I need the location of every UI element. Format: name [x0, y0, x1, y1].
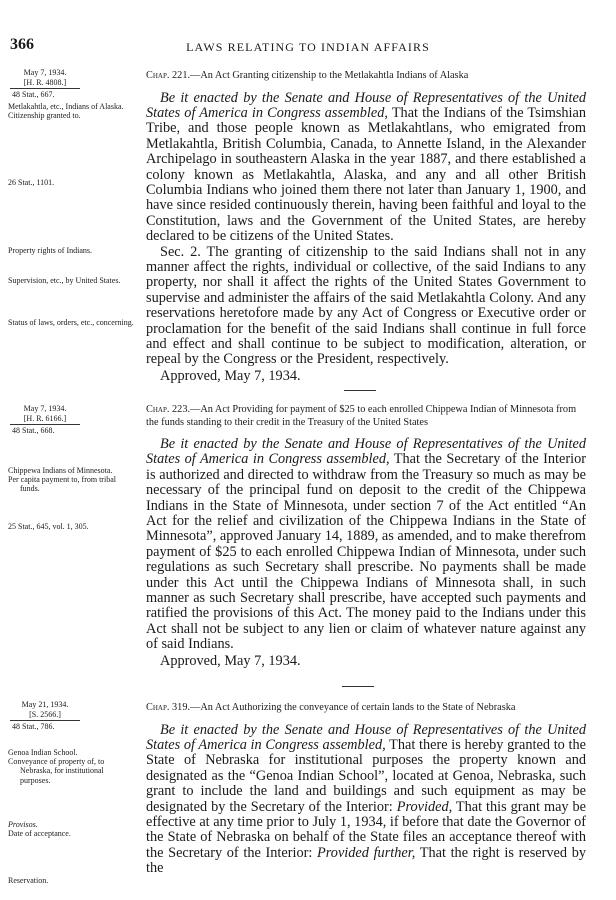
proviso-word: Provided, — [396, 798, 453, 815]
act-body — [146, 91, 586, 368]
act-date: May 7, 1934. — [23, 68, 67, 77]
margin-note: Chippewa Indians of Minnesota. Per capita payment to, from tribal funds. — [8, 466, 116, 494]
margin-note: Property rights of Indians. — [8, 246, 92, 255]
act-body — [146, 437, 586, 653]
statute-citation: 48 Stat., 667. — [12, 90, 55, 99]
act-paragraph: That the Indians of the Tsimshian Tribe, and those people known as Metlakahtlans, who emigrated from Metlakahtla, British Columbia, Canada, to Annette Island, in the Alexander Archipelago in southeastern Alaska in the year 1887, and there established a colony known as Metlakahtla, Alaska, and any and all other British Columbia Indians who joined them there not later than January 1, 1900, and have since resided continuously therein, having been faithful and loyal to the Constitution, laws and the Government of the United States, are hereby declared to be citizens of the United States. — [146, 104, 587, 245]
proviso-text: That this grant may be effective at any time prior to July 1, 1934, if before that date the Governor of the State of Nebraska on behalf of the State files an acceptance thereof with the Secretary of the Interior: — [146, 798, 587, 861]
chapter-heading: Chap. 223.—An Act Providing for payment of $25 to each enrolled Chippewa Indian of Minnesota from the funds standing to their credit in the Treasury of the United States — [146, 404, 577, 428]
approval-line: Approved, May 7, 1934. — [160, 652, 301, 669]
citation-rule — [10, 720, 80, 721]
act-citation-box — [8, 68, 142, 100]
bill-number: [S. 2566.] — [29, 709, 61, 719]
act-citation-box — [8, 404, 142, 436]
act-citation-box — [8, 700, 142, 732]
page-number: 366 — [10, 36, 34, 53]
statute-citation: 48 Stat., 668. — [12, 426, 55, 435]
citation-rule — [10, 88, 80, 89]
act-paragraph: Sec. 2. The granting of citizenship to the said Indians shall not in any manner affect the rights, individual or collective, of the said Indians to any property, nor shall it affect the rights of the United States Government to supervise and administer the affairs of the said Metlakahtla Colony. And any reservations heretofore made by any Act of Congress or Executive order or proclamation for the benefit of the said Indians shall continue in full force and effect and shall continue to be subject to modification, alteration, or repeal by the Congress or the President, respectively. — [146, 243, 586, 368]
act-paragraph: That the Secretary of the Interior is authorized and directed to withdraw from the Treasury so much as may be necessary of the principal fund on deposit to the credit of the Chippewa Indians in the State of Minnesota, under section 7 of the Act entitled “An Act for the relief and civilization of the Chippewa Indians in the State of Minnesota”, approved January 14, 1889, as amended, and to make therefrom payment of $25 to each enrolled Chippewa Indian of Minnesota, under such regulations as such Secretary shall prescribe. No payments shall be made under this Act until the Chippewa Indians of Minnesota shall, in such manner as such Secretary shall prescribe, have accepted such payments and ratified the provisions of this Act. The money paid to the Indians under this Act shall not be subject to any lien or claim of whatever nature against any of said Indians. — [146, 451, 586, 653]
margin-note: Genoa Indian School. Conveyance of property of, to Nebraska, for institutional purposes. — [8, 748, 105, 785]
margin-note: Status of laws, orders, etc., concerning. — [8, 318, 134, 327]
margin-note: Reservation. — [8, 876, 49, 885]
enacting-clause: Be it enacted by the Senate and House of Representatives of the United States of America in Congress assembled, — [146, 721, 586, 753]
act-paragraph: That there is hereby granted to the State of Nebraska for institutional purposes the property known and designated as the “Genoa Indian School”, located at Genoa, Nebraska, such grant to include the land and buildings and such equipment as may be designated by the Secretary of the Interior: — [146, 736, 586, 815]
margin-note: 26 Stat., 1101. — [8, 178, 55, 187]
act-date: May 21, 1934. — [21, 700, 69, 709]
act-date: May 7, 1934. — [23, 404, 67, 413]
chapter-heading: Chap. 319.—An Act Authorizing the conveyance of certain lands to the State of Nebraska — [146, 702, 516, 713]
bill-number: [H. R. 4808.] — [23, 77, 67, 87]
margin-note: Metlakahtla, etc., Indians of Alaska. Citizenship granted to. — [8, 102, 124, 121]
citation-rule — [10, 424, 80, 425]
proviso-word: Provided further, — [317, 844, 416, 861]
enacting-clause: Be it enacted by the Senate and House of Representatives of the United States of America in Congress assembled, — [146, 436, 586, 468]
chapter-heading: Chap. 221.—An Act Granting citizenship to the Metlakahtla Indians of Alaska — [146, 70, 469, 81]
margin-note: Supervision, etc., by United States. — [8, 276, 121, 285]
proviso-text: That the right is reserved by the — [146, 844, 586, 877]
section-end-rule — [344, 390, 376, 391]
act-body — [146, 723, 586, 877]
margin-note: 25 Stat., 645, vol. 1, 305. — [8, 522, 89, 531]
margin-note: Provisos. Date of acceptance. — [8, 820, 71, 839]
section-end-rule — [342, 686, 374, 687]
statute-citation: 48 Stat., 786. — [12, 722, 55, 731]
enacting-clause: Be it enacted by the Senate and House of Representatives of the United States of America in Congress assembled, — [146, 89, 586, 121]
bill-number: [H. R. 6166.] — [23, 413, 67, 423]
running-title: LAWS RELATING TO INDIAN AFFAIRS — [186, 40, 430, 54]
approval-line: Approved, May 7, 1934. — [160, 367, 301, 384]
